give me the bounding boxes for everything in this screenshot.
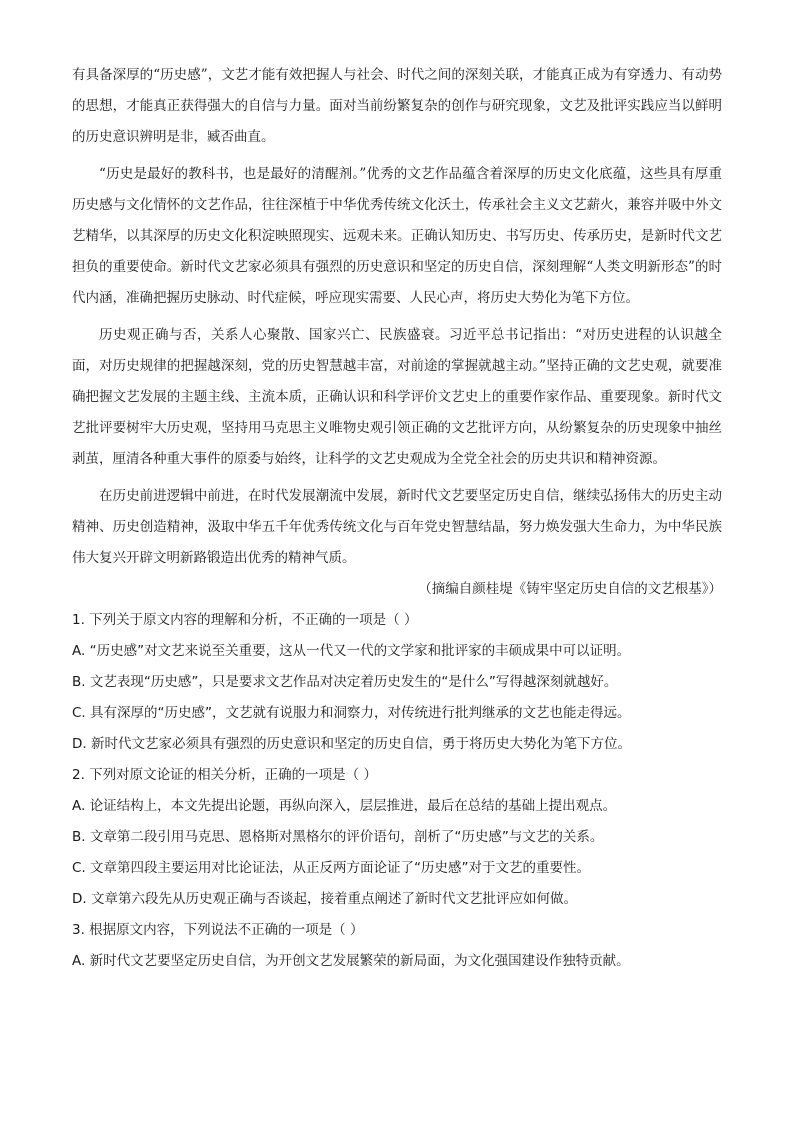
option-a: A. 论证结构上，本文先提出论题，再纵向深入，层层推进，最后在总结的基础上提出观点。 (72, 798, 617, 814)
reading-passage (72, 60, 722, 605)
question-stem: 1. 下列关于原文内容的理解和分析，不正确的一项是（ ） (72, 612, 418, 628)
option-c: C. 具有深厚的“历史感”，文艺就有说服力和洞察力，对传统进行批判继承的文艺也能走得远。 (72, 705, 631, 721)
passage-paragraph-4: 在历史前进逻辑中前进，在时代发展潮流中发展，新时代文艺要坚定历史自信，继续弘扬伟大的历史主动精神、历史创造精神，汲取中华五千年优秀传统文化与百年党史智慧结晶，努力焕发强大生命力，为中华民族伟大复兴开辟文明新路锻造出优秀的精神气质。 (72, 488, 722, 566)
option-b: B. 文章第二段引用马克思、恩格斯对黑格尔的评价语句，剖析了“历史感”与文艺的关系。 (72, 829, 604, 845)
question-2 (72, 760, 722, 915)
question-stem: 3. 根据原文内容，下列说法不正确的一项是（ ） (72, 922, 364, 938)
passage-source: （摘编自颜桂堤《铸牢坚定历史自信的文艺根基》） (418, 581, 722, 597)
question-3 (72, 915, 722, 977)
passage-paragraph-3: 历史观正确与否，关系人心聚散、国家兴亡、民族盛衰。习近平总书记指出：“对历史进程的认识越全面，对历史规律的把握越深刻，党的历史智慧越丰富，对前途的掌握就越主动。”坚持正确的文艺史观，就要准确把握文艺发展的主题主线、主流本质，正确认识和科学评价文艺史上的重要作家作品、重要现象。新时代文艺批评要树牢大历史观，坚持用马克思主义唯物史观引领正确的文艺批评方向，从纷繁复杂的历史现象中抽丝剥茧，厘清各种重大事件的原委与始终，让科学的文艺史观成为全党全社会的历史共识和精神资源。 (72, 327, 722, 467)
option-c: C. 文章第四段主要运用对比论证法，从正反两方面论证了“历史感”对于文艺的重要性。 (72, 860, 590, 876)
option-d: D. 文章第六段先从历史观正确与否谈起，接着重点阐述了新时代文艺批评应如何做。 (72, 891, 577, 907)
option-d: D. 新时代文艺家必须具有强烈的历史意识和坚定的历史自信，勇于将历史大势化为笔下方位。 (72, 736, 631, 752)
passage-paragraph-1: 有具备深厚的“历史感”，文艺才能有效把握人与社会、时代之间的深刻关联，才能真正成为有穿透力、有动势的思想，才能真正获得强大的自信与力量。面对当前纷繁复杂的创作与研究现象，文艺及批评实践应当以鲜明的历史意识辨明是非，臧否曲直。 (72, 67, 722, 145)
question-stem: 2. 下列对原文论证的相关分析，正确的一项是（ ） (72, 767, 377, 783)
option-a: A. 新时代文艺要坚定历史自信，为开创文艺发展繁荣的新局面，为文化强国建设作独特贡献。 (72, 953, 630, 969)
option-a: A. “历史感”对文艺来说至关重要，这从一代又一代的文学家和批评家的丰硕成果中可以证明。 (72, 643, 631, 659)
passage-paragraph-2: “历史是最好的教科书，也是最好的清醒剂。”优秀的文艺作品蕴含着深厚的历史文化底蕴，这些具有厚重历史感与文化情怀的文艺作品，往往深植于中华优秀传统文化沃土，传承社会主义文艺薪火，兼容并吸中外文艺精华，以其深厚的历史文化积淀映照现实、远观未来。正确认知历史、书写历史、传承历史，是新时代文艺担负的重要使命。新时代文艺家必须具有强烈的历史意识和坚定的历史自信，深刻理解“人类文明新形态”的时代内涵，准确把握历史脉动、时代症候，呼应现实需要、人民心声，将历史大势化为笔下方位。 (72, 166, 722, 306)
option-b: B. 文艺表现“历史感”，只是要求文艺作品对决定着历史发生的“是什么”写得越深刻就越好。 (72, 674, 618, 690)
exam-page (72, 60, 722, 977)
question-1 (72, 605, 722, 760)
